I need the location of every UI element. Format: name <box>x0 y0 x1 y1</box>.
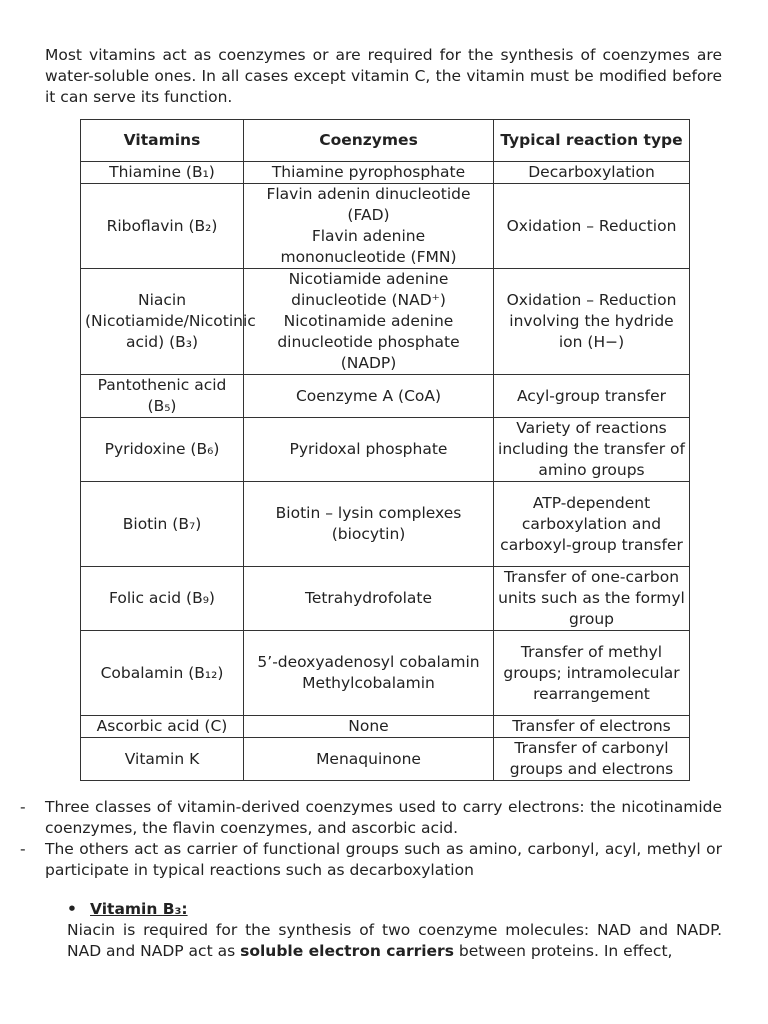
cell-reaction-type: Decarboxylation <box>494 162 690 184</box>
cell-coenzyme: Nicotiamide adenine dinucleotide (NAD⁺) Nicotinamide adenine dinucleotide phosphate (NADP) <box>244 269 494 375</box>
cell-vitamin: Vitamin K <box>81 738 244 781</box>
cell-reaction-type: Transfer of electrons <box>494 716 690 738</box>
list-item <box>20 797 722 839</box>
cell-vitamin: Riboflavin (B₂) <box>81 184 244 269</box>
cell-coenzyme: 5’-deoxyadenosyl cobalamin Methylcobalamin <box>244 631 494 716</box>
bullet-text: Three classes of vitamin-derived coenzymes used to carry electrons: the nicotinamide coenzymes, the flavin coenzymes, and ascorbic acid. <box>45 798 722 837</box>
cell-coenzyme: Biotin – lysin complexes (biocytin) <box>244 482 494 567</box>
vitamin-coenzyme-table <box>80 119 690 781</box>
cell-reaction-type: Oxidation – Reduction involving the hydride ion (H−) <box>494 269 690 375</box>
table-row <box>81 184 690 269</box>
table-row <box>81 716 690 738</box>
header-vitamins: Vitamins <box>81 120 244 162</box>
table-row <box>81 567 690 631</box>
header-reaction-type: Typical reaction type <box>494 120 690 162</box>
table-row <box>81 375 690 418</box>
header-coenzymes: Coenzymes <box>244 120 494 162</box>
intro-paragraph: Most vitamins act as coenzymes or are required for the synthesis of coenzymes are water-soluble ones. In all cases except vitamin C, the vitamin must be modified before it can serve its function. <box>45 46 722 106</box>
cell-reaction-type: Oxidation – Reduction <box>494 184 690 269</box>
body-bold-text: soluble electron carriers <box>240 942 454 960</box>
cell-reaction-type: Variety of reactions including the transfer of amino groups <box>494 418 690 482</box>
section-heading <box>67 899 722 920</box>
dash-marker: - <box>20 840 26 858</box>
cell-vitamin: Folic acid (B₉) <box>81 567 244 631</box>
bullet-text: The others act as carrier of functional groups such as amino, carbonyl, acyl, methyl or participate in typical reactions such as decarboxylation <box>45 840 722 879</box>
body-text: Niacin is required for the synthesis of two coenzyme molecules: NAD and NADP. NAD and NADP act as <box>67 921 722 960</box>
table-row <box>81 418 690 482</box>
cell-reaction-type: Transfer of one-carbon units such as the formyl group <box>494 567 690 631</box>
bullet-list <box>20 797 722 881</box>
body-text-end: between proteins. In effect, <box>453 942 673 960</box>
cell-reaction-type: ATP-dependent carboxylation and carboxyl-group transfer <box>494 482 690 567</box>
cell-reaction-type: Transfer of carbonyl groups and electrons <box>494 738 690 781</box>
bullet-icon: • <box>67 900 77 918</box>
cell-coenzyme: Coenzyme A (CoA) <box>244 375 494 418</box>
table-row <box>81 631 690 716</box>
cell-coenzyme: Menaquinone <box>244 738 494 781</box>
cell-reaction-type: Transfer of methyl groups; intramolecular rearrangement <box>494 631 690 716</box>
table-header-row <box>81 120 690 162</box>
cell-reaction-type: Acyl-group transfer <box>494 375 690 418</box>
dash-marker: - <box>20 798 26 816</box>
vitamin-b3-section <box>67 899 722 962</box>
cell-coenzyme: Flavin adenin dinucleotide (FAD) Flavin adenine mononucleotide (FMN) <box>244 184 494 269</box>
cell-coenzyme: Thiamine pyrophosphate <box>244 162 494 184</box>
table-row <box>81 482 690 567</box>
table-row <box>81 269 690 375</box>
cell-vitamin: Thiamine (B₁) <box>81 162 244 184</box>
cell-coenzyme: Pyridoxal phosphate <box>244 418 494 482</box>
table-row <box>81 738 690 781</box>
cell-vitamin: Pyridoxine (B₆) <box>81 418 244 482</box>
cell-vitamin: Niacin (Nicotiamide/Nicotinic acid) (B₃) <box>81 269 244 375</box>
cell-vitamin: Biotin (B₇) <box>81 482 244 567</box>
table-row <box>81 162 690 184</box>
cell-coenzyme: Tetrahydrofolate <box>244 567 494 631</box>
list-item <box>20 839 722 881</box>
cell-vitamin: Cobalamin (B₁₂) <box>81 631 244 716</box>
cell-vitamin: Pantothenic acid (B₅) <box>81 375 244 418</box>
section-body <box>67 920 722 962</box>
cell-vitamin: Ascorbic acid (C) <box>81 716 244 738</box>
section-title: Vitamin B₃: <box>90 900 188 918</box>
cell-coenzyme: None <box>244 716 494 738</box>
